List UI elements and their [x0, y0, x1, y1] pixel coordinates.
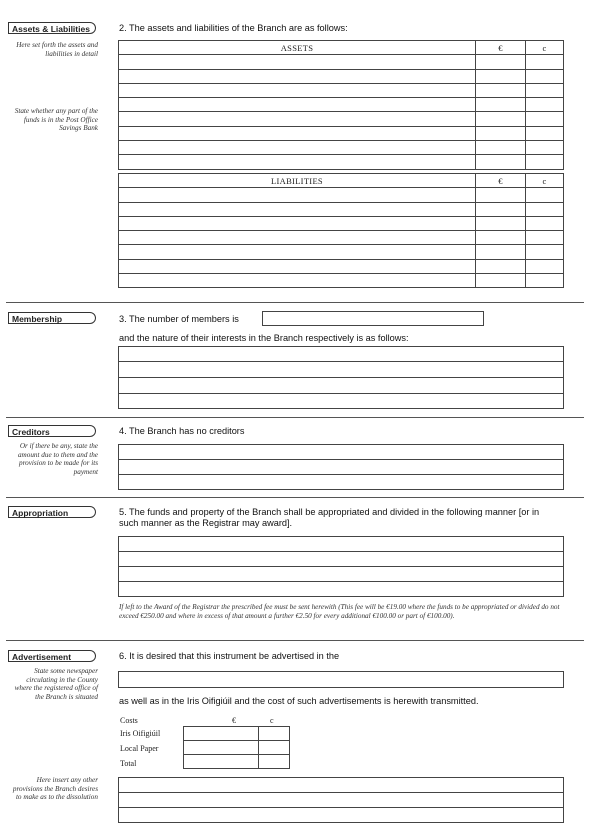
cost-cent-cell[interactable]	[259, 741, 290, 755]
section-tag-membership: Membership	[8, 312, 96, 324]
question-members-interests: and the nature of their interests in the Branch respectively is as follows:	[119, 333, 409, 343]
question-members: 3. The number of members is	[119, 314, 239, 324]
assets-row[interactable]	[119, 55, 476, 69]
cost-euro-cell[interactable]	[184, 741, 259, 755]
note-newspaper: State some newspaper circulating in the County where the registered office of the Branch is situated	[14, 667, 98, 701]
liabilities-row[interactable]	[119, 274, 476, 288]
ruled-line	[118, 361, 564, 362]
section-tag-appropriation: Appropriation	[8, 506, 96, 518]
section-divider	[6, 417, 584, 418]
liabilities-row[interactable]	[119, 202, 476, 216]
ruled-line	[118, 459, 564, 460]
section-divider	[6, 497, 584, 498]
assets-row[interactable]	[119, 126, 476, 140]
liabilities-row[interactable]	[119, 245, 476, 259]
cost-cent-cell[interactable]	[259, 727, 290, 741]
costs-cent-header: c	[270, 716, 274, 725]
section-tag-creditors: Creditors	[8, 425, 96, 437]
ruled-line	[118, 807, 564, 808]
euro-col-header: €	[476, 174, 526, 188]
costs-euro-header: €	[232, 716, 236, 725]
appropriation-footnote: If left to the Award of the Registrar the prescribed fee must be sent herewith (This fee will be €19.00 where the funds to be appropriated or divided do not exceed €250.00 and where in excess of that amount a further €2.50 for every additional €100.00 or part of €100.00).	[119, 603, 560, 620]
question-appropriation: 5. The funds and property of the Branch shall be appropriated and divided in the following manner [or in such manner as the Registrar may award].	[119, 507, 540, 528]
assets-row[interactable]	[119, 112, 476, 126]
ruled-line	[118, 393, 564, 394]
note-dissolution: Here insert any other provisions the Branch desires to make as to the dissolution	[12, 776, 98, 802]
assets-row[interactable]	[119, 69, 476, 83]
costs-row-label: Iris Oifigiúil	[120, 729, 161, 738]
ruled-line	[118, 581, 564, 582]
cost-euro-cell[interactable]	[184, 727, 259, 741]
assets-row[interactable]	[119, 83, 476, 97]
liabilities-table	[118, 173, 564, 288]
assets-header: ASSETS	[119, 41, 476, 55]
liabilities-row[interactable]	[119, 231, 476, 245]
cent-col-header: c	[526, 174, 564, 188]
costs-row-label: Total	[120, 759, 137, 768]
ruled-line	[118, 551, 564, 552]
liabilities-header: LIABILITIES	[119, 174, 476, 188]
section-divider	[6, 302, 584, 303]
creditors-box[interactable]	[118, 444, 564, 490]
section-divider	[6, 640, 584, 641]
costs-label: Costs	[120, 716, 138, 725]
liabilities-row[interactable]	[119, 216, 476, 230]
cost-euro-cell[interactable]	[184, 755, 259, 769]
assets-row[interactable]	[119, 98, 476, 112]
liabilities-row[interactable]	[119, 188, 476, 202]
ruled-line	[118, 566, 564, 567]
costs-table	[183, 726, 290, 769]
section-tag-assets: Assets & Liabilities	[8, 22, 96, 34]
liabilities-row[interactable]	[119, 259, 476, 273]
assets-table	[118, 40, 564, 170]
newspaper-field[interactable]	[118, 671, 564, 688]
note-creditors: Or if there be any, state the amount due to them and the provision to be made for its payment	[17, 442, 98, 476]
note-post-office: State whether any part of the funds is in the Post Office Savings Bank	[14, 107, 98, 133]
section-tag-advertisement: Advertisement	[8, 650, 96, 662]
assets-row[interactable]	[119, 141, 476, 155]
question-creditors: 4. The Branch has no creditors	[119, 426, 245, 436]
question-iris-oifigiuil: as well as in the Iris Oifigiúil and the cost of such advertisements is herewith transmitted.	[119, 696, 479, 706]
cost-cent-cell[interactable]	[259, 755, 290, 769]
question-assets: 2. The assets and liabilities of the Branch are as follows:	[119, 23, 348, 33]
ruled-line	[118, 474, 564, 475]
members-count-field[interactable]	[262, 311, 484, 326]
dissolution-box[interactable]	[118, 777, 564, 823]
assets-row[interactable]	[119, 155, 476, 169]
ruled-line	[118, 792, 564, 793]
question-advertise: 6. It is desired that this instrument be advertised in the	[119, 651, 340, 661]
ruled-line	[118, 377, 564, 378]
cent-col-header: c	[526, 41, 564, 55]
note-assets-detail: Here set forth the assets and liabilities in detail	[16, 41, 98, 58]
euro-col-header: €	[476, 41, 526, 55]
costs-row-label: Local Paper	[120, 744, 159, 753]
